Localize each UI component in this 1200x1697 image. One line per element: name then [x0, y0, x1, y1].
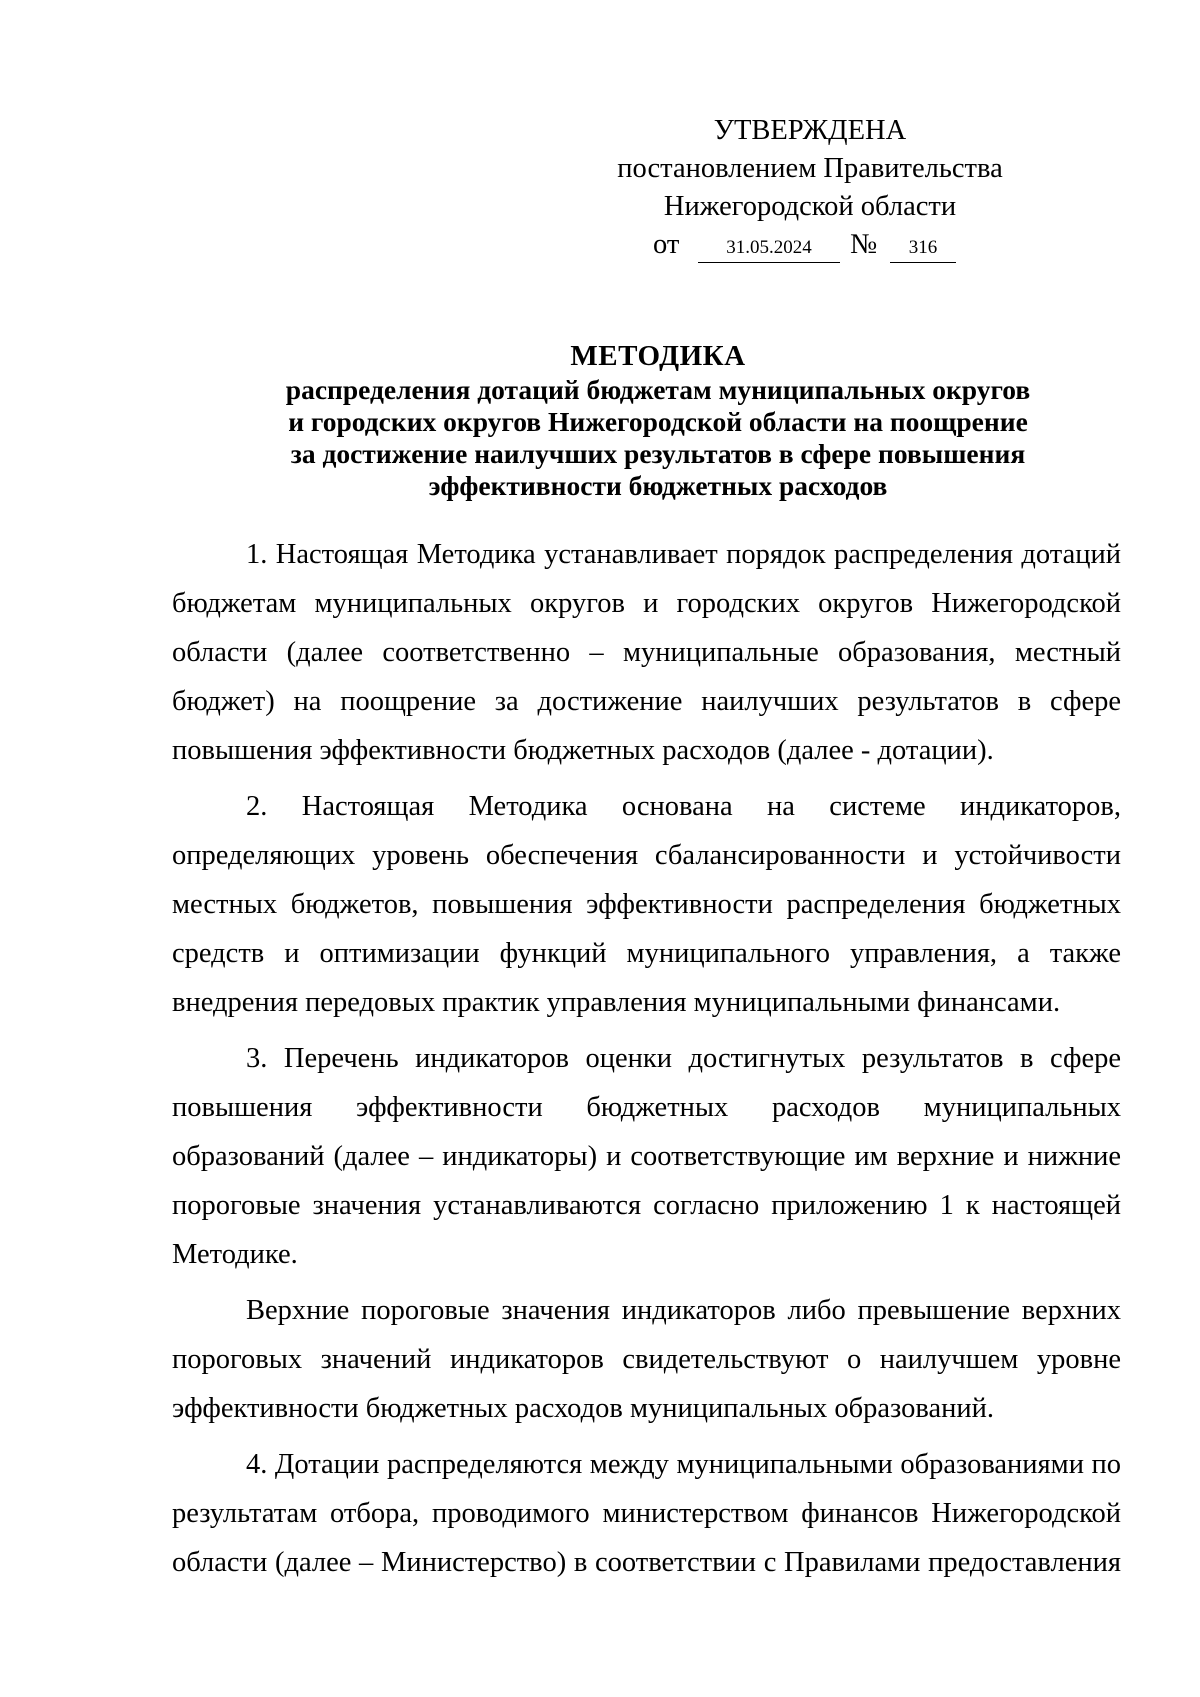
subtitle-line: за достижение наилучших результатов в сфере повышения — [290, 438, 1026, 469]
document-title-block — [170, 338, 1146, 502]
number-label: № — [850, 229, 878, 260]
decree-number: 316 — [890, 226, 956, 263]
approval-line-1: постановлением Правительства — [617, 153, 1003, 184]
text-line: 3. Перечень индикаторов оценки достигнутых результатов в сфере — [246, 1043, 1121, 1074]
text-line: области (далее – Министерство) в соответствии с Правилами предоставления — [172, 1547, 1121, 1578]
subtitle-line: распределения дотаций бюджетам муниципальных округов — [285, 374, 1031, 405]
subtitle-line: и городских округов Нижегородской области на поощрение — [288, 406, 1028, 437]
decree-date: 31.05.2024 — [698, 226, 840, 263]
text-line: внедрения передовых практик управления муниципальными финансами. — [172, 987, 1061, 1018]
text-line: образований (далее – индикаторы) и соответствующие им верхние и нижние — [172, 1141, 1121, 1172]
paragraph-3 — [172, 1034, 1121, 1279]
text-line: повышения эффективности бюджетных расходов муниципальных — [172, 1092, 1121, 1123]
text-line: бюджет) на поощрение за достижение наилучших результатов в сфере — [172, 686, 1121, 717]
text-line: результатам отбора, проводимого министерством финансов Нижегородской — [172, 1498, 1121, 1529]
text-line: бюджетам муниципальных округов и городских округов Нижегородской — [172, 588, 1121, 619]
text-line: эффективности бюджетных расходов муниципальных образований. — [172, 1393, 994, 1424]
subtitle-line: эффективности бюджетных расходов — [428, 470, 888, 501]
document-title: МЕТОДИКА — [570, 340, 746, 372]
text-line: повышения эффективности бюджетных расходов (далее - дотации). — [172, 735, 994, 766]
text-line: определяющих уровень обеспечения сбалансированности и устойчивости — [172, 840, 1121, 871]
document-body — [172, 530, 1121, 1594]
paragraph-3-continued — [172, 1286, 1121, 1433]
from-label: от — [653, 229, 680, 260]
decree-reference — [600, 226, 1020, 266]
document-subtitle — [170, 374, 1146, 502]
paragraph-2 — [172, 782, 1121, 1027]
paragraph-1 — [172, 530, 1121, 775]
text-line: 1. Настоящая Методика устанавливает порядок распределения дотаций — [246, 539, 1121, 570]
text-line: Методике. — [172, 1239, 298, 1270]
approval-status: УТВЕРЖДЕНА — [713, 115, 907, 146]
text-line: области (далее соответственно – муниципальные образования, местный — [172, 637, 1121, 668]
text-line: 4. Дотации распределяются между муниципальными образованиями по — [246, 1449, 1121, 1480]
text-line: Верхние пороговые значения индикаторов либо превышение верхних — [246, 1295, 1121, 1326]
approval-block — [600, 112, 1020, 266]
paragraph-4 — [172, 1440, 1121, 1587]
text-line: 2. Настоящая Методика основана на системе индикаторов, — [246, 791, 1121, 822]
approval-line-2: Нижегородской области — [663, 191, 957, 222]
text-line: пороговые значения устанавливаются согласно приложению 1 к настоящей — [172, 1190, 1121, 1221]
text-line: местных бюджетов, повышения эффективности распределения бюджетных — [172, 889, 1121, 920]
text-line: пороговых значений индикаторов свидетельствуют о наилучшем уровне — [172, 1344, 1121, 1375]
text-line: средств и оптимизации функций муниципального управления, а также — [172, 938, 1121, 969]
